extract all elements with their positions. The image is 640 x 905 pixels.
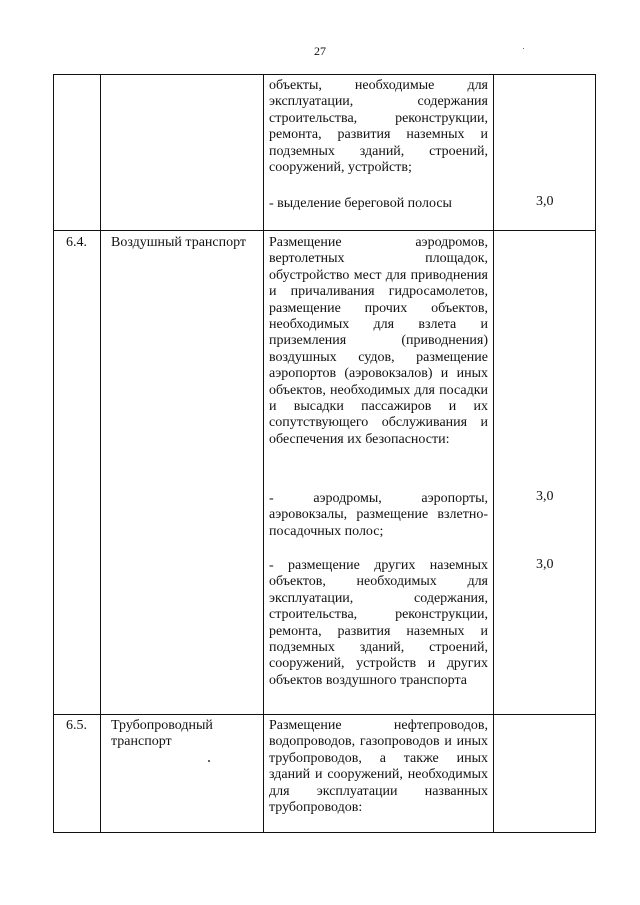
row-description: Размещение аэродромов, вертолетных площадок, обустройство мест для приводнения и причаливания гидросамолетов, размещение прочих объектов, необходимых для взлета и приземления (приводнения) воздушных судов, размещение аэропортов (аэровокзалов) и иных объектов, необходимых для посадки и высадки пассажиров и их сопутствующего обслуживания и обеспечения их безопасности: (269, 235, 488, 447)
row-name: Трубопроводный транспорт (111, 718, 213, 750)
row-description: Размещение нефтепроводов, водопроводов, газопроводов и иных трубопроводов, а также иных зданий и сооружений, необходимых для эксплуатации названных трубопроводов: (269, 718, 488, 816)
land-use-table (53, 74, 596, 833)
column-divider (493, 75, 494, 832)
row-description: объекты, необходимые для эксплуатации, содержания строительства, реконструкции, ремонта, развития наземных и подземных зданий, строений, сооружений, устройств; (269, 78, 488, 176)
row-description: - аэродромы, аэропорты, аэровокзалы, размещение взлетно-посадочных полос; (269, 491, 488, 539)
column-divider (263, 75, 264, 832)
row-description: - выделение береговой полосы (269, 196, 452, 211)
page-number: 27 (314, 44, 326, 58)
scan-speck (208, 760, 210, 762)
row-description: - размещение других наземных объектов, необходимых для эксплуатации, содержания, строительства, реконструкции, ремонта, развития наземных и подземных зданий, строений, сооружений, устройств и других объектов воздушного транспорта (269, 558, 488, 688)
row-divider (54, 230, 595, 231)
scan-speck (523, 48, 524, 49)
row-number: 6.4. (66, 235, 87, 250)
row-name: Воздушный транспорт (111, 235, 247, 250)
column-divider (100, 75, 101, 832)
row-value: 3,0 (536, 557, 554, 572)
row-number: 6.5. (66, 718, 87, 733)
row-divider (54, 714, 595, 715)
row-value: 3,0 (536, 489, 554, 504)
row-value: 3,0 (536, 194, 554, 209)
